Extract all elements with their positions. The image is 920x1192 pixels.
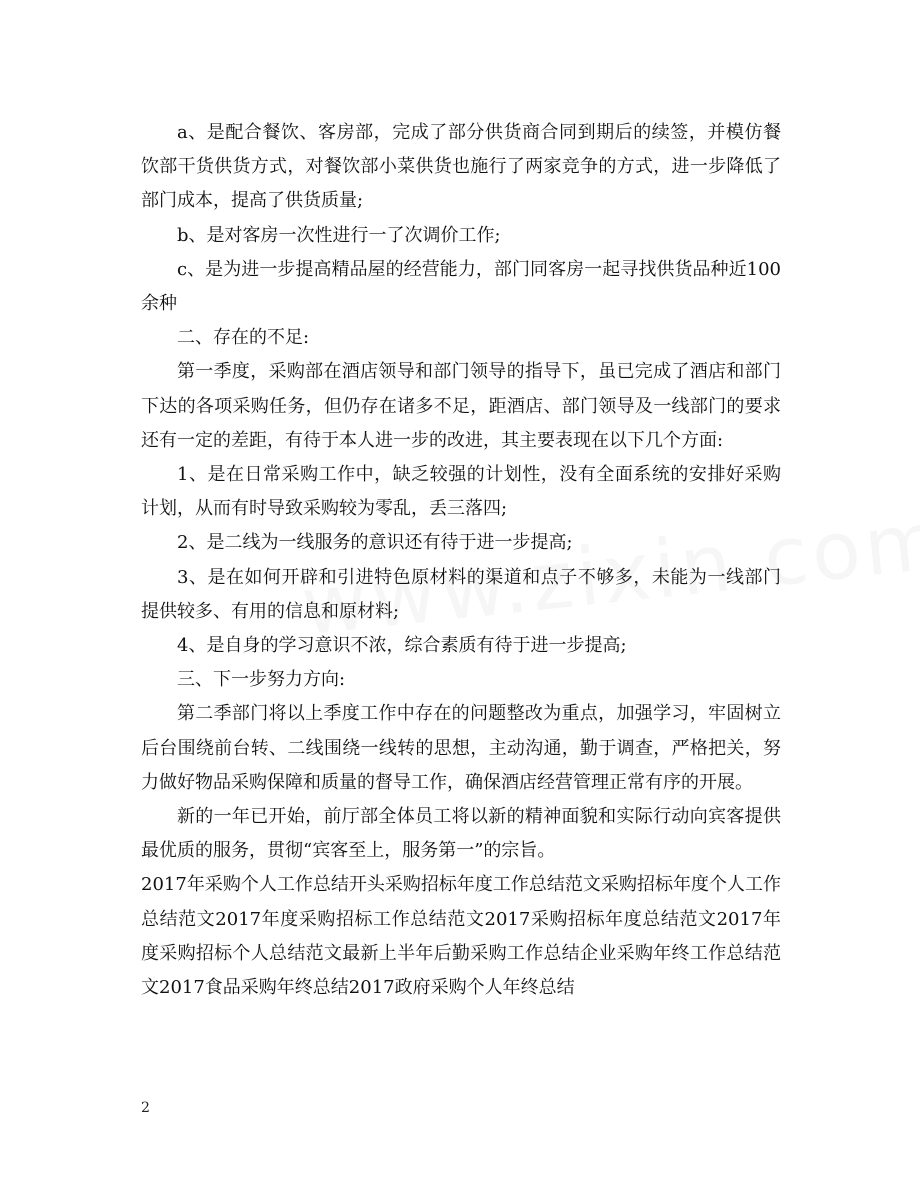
section-heading-shortcomings: 二、存在的不足: — [177, 327, 310, 349]
paragraph-item-4: 4、是自身的学习意识不浓，综合素质有待于进一步提高; — [177, 635, 627, 657]
document-body — [141, 116, 781, 1005]
paragraph-next-steps: 第二季部门将以上季度工作中存在的问题整改为重点，加强学习，牢固树立后台围绕前台转、二线围绕一线转的思想，主动沟通，勤于调查，严格把关，努力做好物品采购保障和质量的督导工作，确保酒店经营管理正常有序的开展。 — [141, 703, 781, 793]
paragraph-b: b、是对客房一次性进行一了次调价工作; — [177, 224, 501, 246]
paragraph-shortcomings-intro: 第一季度，采购部在酒店领导和部门领导的指导下，虽已完成了酒店和部门下达的各项采购任务，但仍存在诸多不足，距酒店、部门领导及一线部门的要求还有一定的差距，有待于本人进一步的改进，其主要表现在以下几个方面: — [141, 361, 781, 451]
paragraph-c: c、是为进一步提高精品屋的经营能力，部门同客房一起寻找供货品种近100余种 — [141, 258, 781, 315]
paragraph-closing: 新的一年已开始，前厅部全体员工将以新的精神面貌和实际行动向宾客提供最优质的服务，贯彻“宾客至上，服务第一”的宗旨。 — [141, 806, 781, 862]
paragraph-item-2: 2、是二线为一线服务的意识还有待于进一步提高; — [177, 532, 573, 554]
page-number: 2 — [141, 1100, 150, 1116]
paragraph-item-1: 1、是在日常采购工作中，缺乏较强的计划性，没有全面系统的安排好采购计划，从而有时导致采购较为零乱，丢三落四; — [141, 464, 781, 520]
paragraph-a: a、是配合餐饮、客房部，完成了部分供货商合同到期后的续签，并模仿餐饮部干货供货方式，对餐饮部小菜供货也施行了两家竞争的方式，进一步降低了部门成本，提高了供货质量; — [141, 122, 781, 212]
paragraph-item-3: 3、是在如何开辟和引进特色原材料的渠道和点子不够多，未能为一线部门提供较多、有用的信息和原材料; — [141, 566, 781, 622]
section-heading-next-steps: 三、下一步努力方向: — [177, 669, 346, 691]
related-links[interactable]: 2017年采购个人工作总结开头采购招标年度工作总结范文采购招标年度个人工作总结范文2017年度采购招标工作总结范文2017采购招标年度总结范文2017年度采购招标个人总结范文最新上半年后勤采购工作总结企业采购年终工作总结范文2017食品采购年终总结2017政府采购个人年终总结 — [141, 874, 781, 999]
